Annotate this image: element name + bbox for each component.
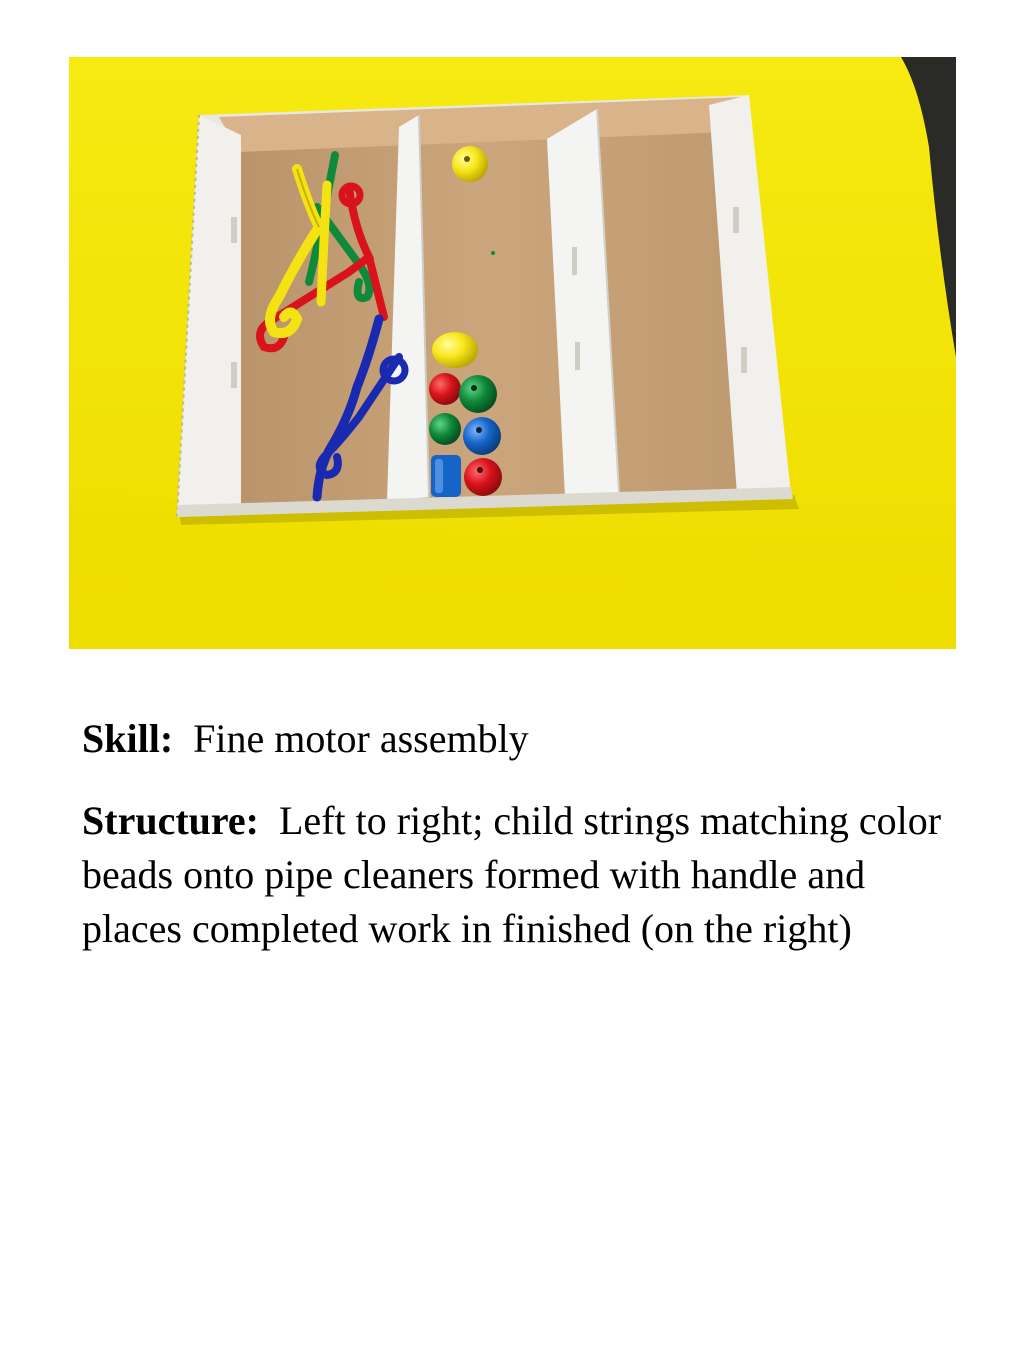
structure-line xyxy=(82,794,942,956)
structure-label: Structure: xyxy=(82,798,259,843)
green-bead xyxy=(459,375,497,413)
yellow-oval-bead xyxy=(432,332,478,368)
work-tray-illustration xyxy=(69,57,956,649)
skill-line xyxy=(82,712,942,766)
description-text xyxy=(82,712,942,984)
red-bead xyxy=(429,373,461,405)
green-bead xyxy=(429,413,461,445)
structure-value: Left to right; child strings matching color beads onto pipe cleaners formed with handle and places completed work in finished (on the right) xyxy=(82,798,942,951)
red-bead xyxy=(464,458,502,496)
skill-value: Fine motor assembly xyxy=(193,716,529,761)
work-tray-photo xyxy=(69,57,956,649)
blue-bead xyxy=(463,417,501,455)
skill-label: Skill: xyxy=(82,716,174,761)
yellow-bead xyxy=(452,146,488,182)
